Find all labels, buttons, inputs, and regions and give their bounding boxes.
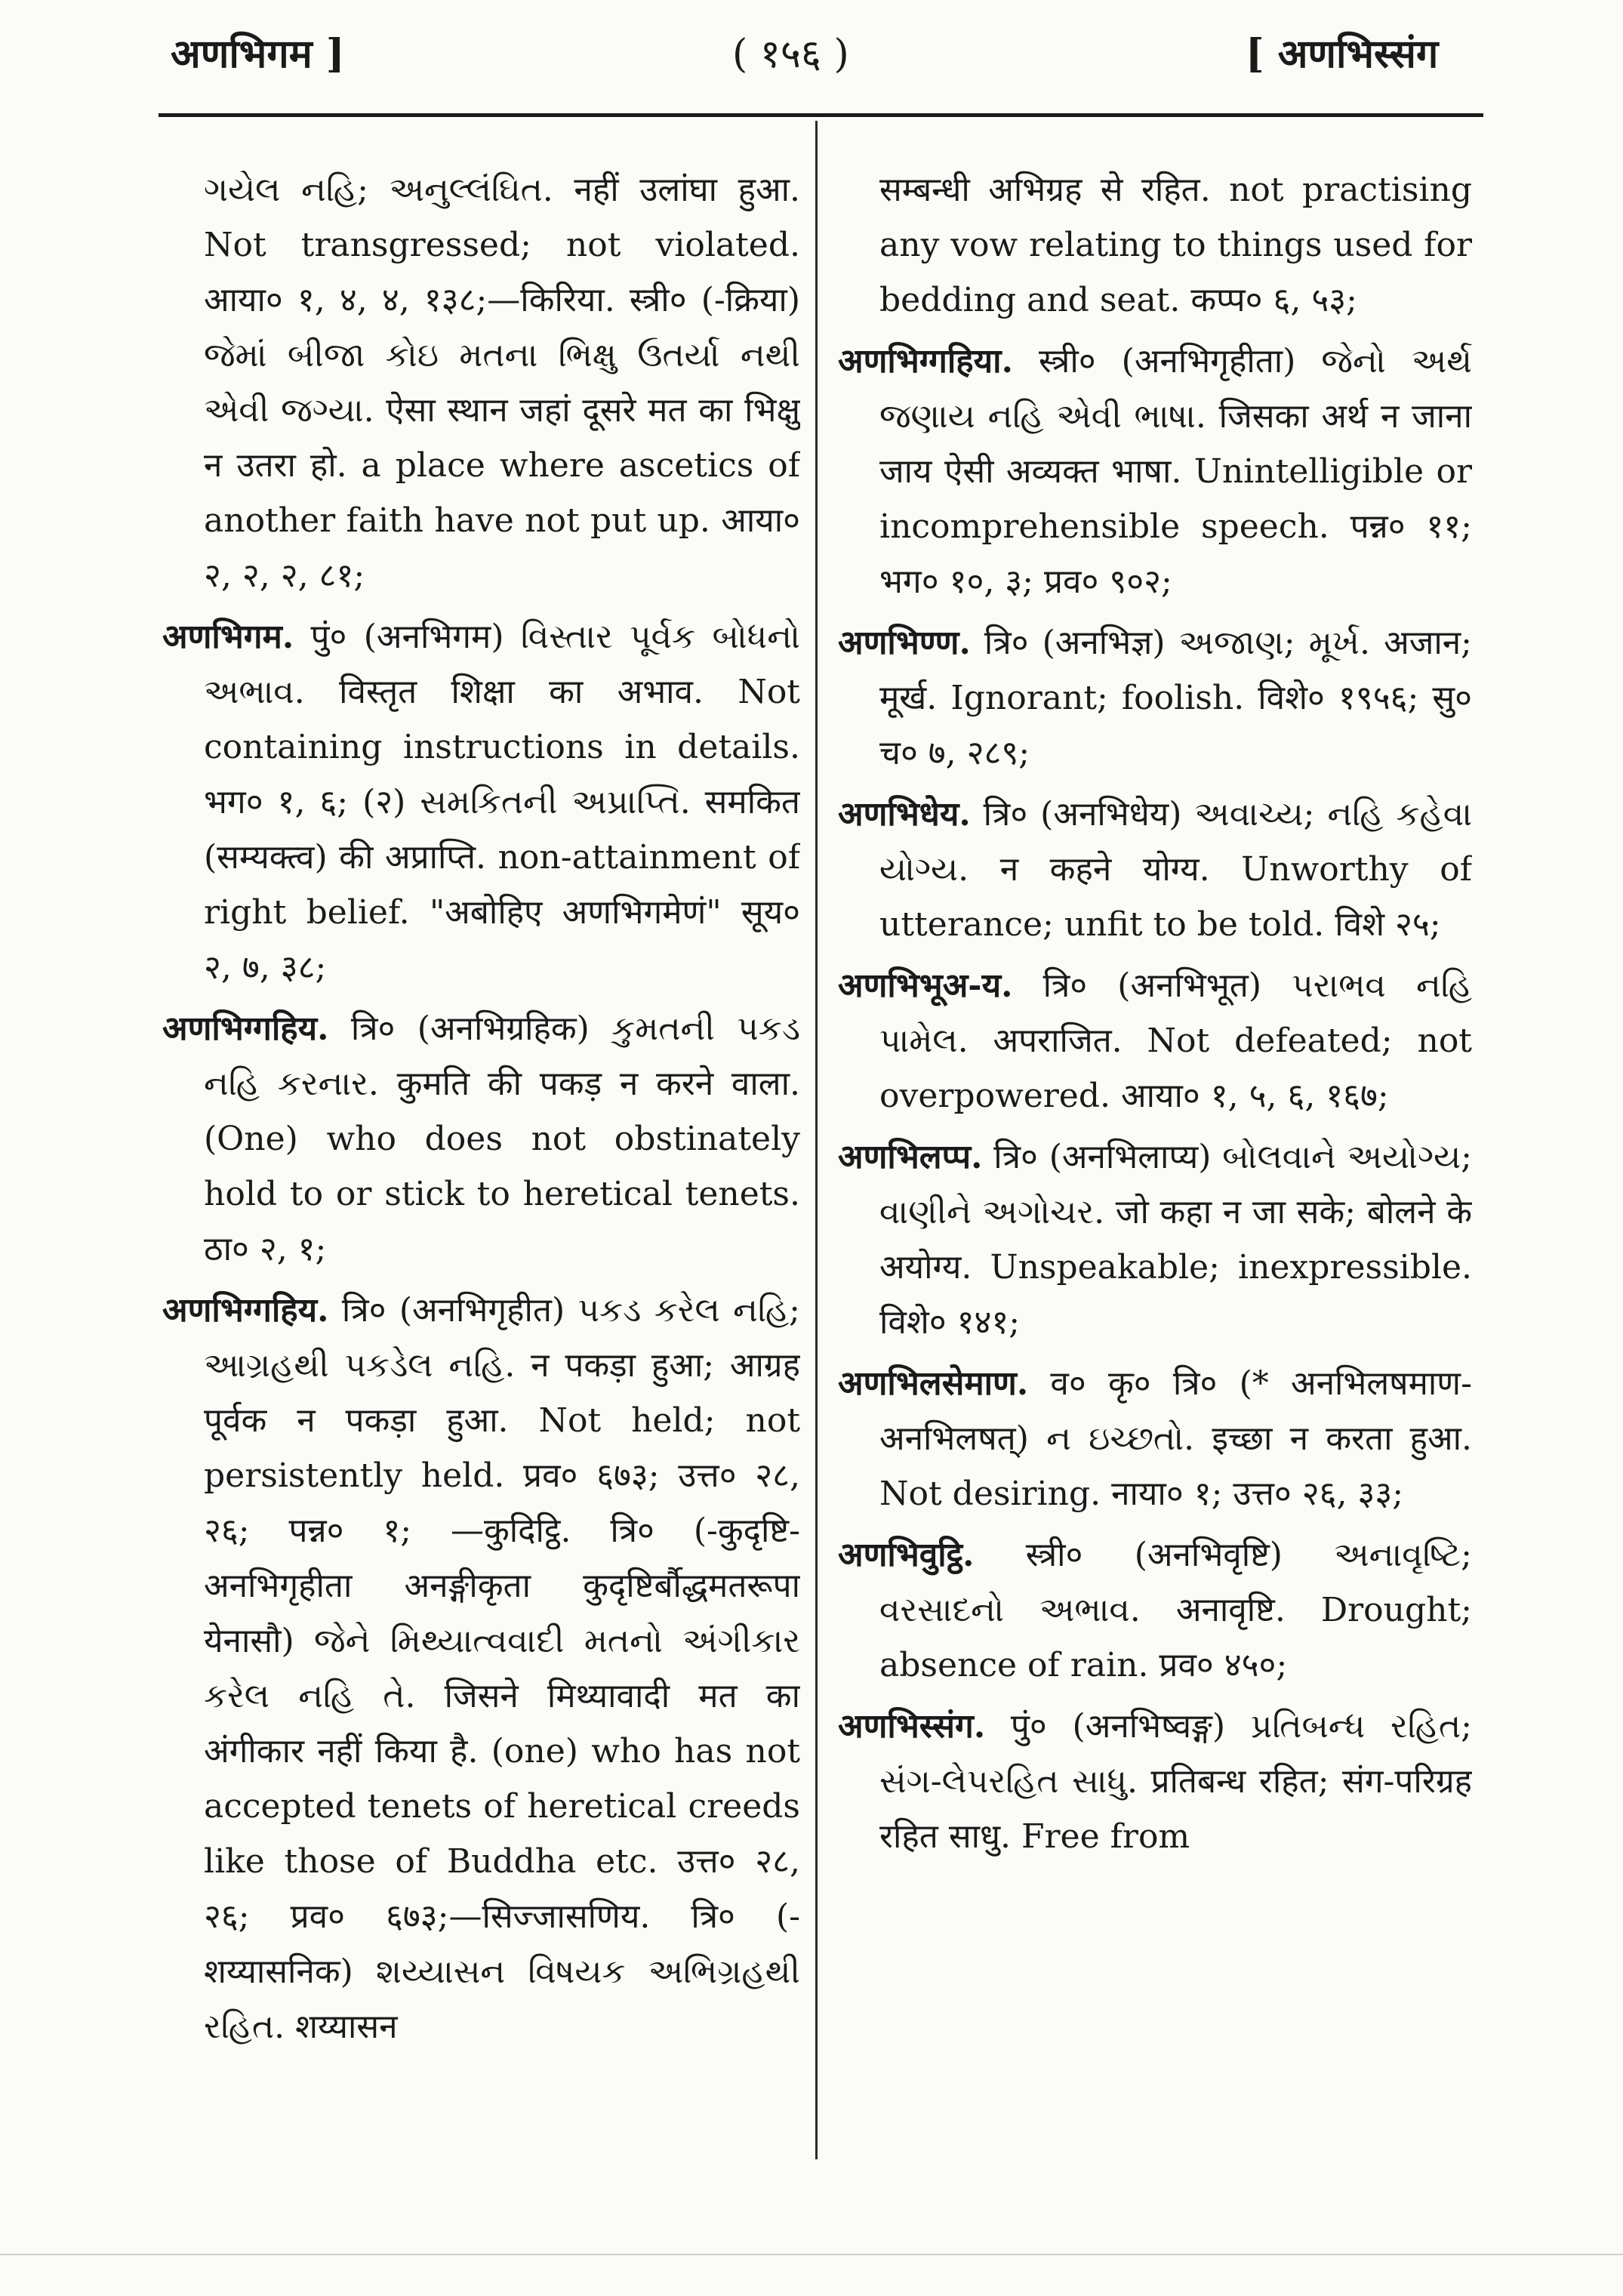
dictionary-entry (838, 162, 1472, 328)
page-bottom-edge (0, 2254, 1623, 2255)
entry-headword: अणभिगम. (162, 618, 294, 656)
entry-body: त्रि० (अनभिधेय) અવાચ્ય; નહિ કહેવા યોગ્ય. न कहने योग्य. Unworthy of utterance; unfit to be told. विशे २५; (879, 795, 1472, 944)
entry-headword: अणभिण्ण. (838, 624, 971, 662)
entry-body: पुं० (अनभिष्वङ्ग) પ્રતિબન્ધ રહિત; સંગ-લેપરહિત સાધુ. प्रतिबन्ध रहित; संग-परिग्रह रहित साधु. Free from (879, 1707, 1472, 1856)
dictionary-entry (838, 334, 1472, 609)
entry-body: त्रि० (अनभिग्रहिक) કુમતની પકડ નહિ કરનાર. कुमति की पकड़ न करने वाला. (One) who does not obstinately hold to or stick to heretical tenets. ठा० २, १; (204, 1009, 800, 1268)
column-divider (815, 121, 818, 2159)
running-head-left: अणभिगम ] (171, 31, 345, 77)
dictionary-entry (838, 958, 1472, 1123)
dictionary-entry (838, 787, 1472, 952)
entry-body: स्त्री० (अनभिगृहीता) જેનો અર્થ જણાય નહિ એવી ભાષા. जिसका अर्थ न जाना जाय ऐसी अव्यक्त भाषा. Unintelligible or incomprehensible speech. पन्न० ११; भग० १०, ३; प्रव० ९०२; (879, 342, 1472, 601)
entry-headword: अणभिभूअ-य. (838, 966, 1013, 1005)
dictionary-entry (162, 1283, 800, 2054)
dictionary-entry (162, 609, 800, 995)
entry-headword: अणभिधेय. (838, 795, 971, 834)
entry-body: त्रि० (अनभिलाप्य) બોલવાને અયોગ્ય; વાણીને અગોચર. जो कहा न जा सके; बोलने के अयोग्य. Unspeakable; inexpressible. विशे० १४१; (879, 1138, 1472, 1342)
dictionary-entry (838, 1527, 1472, 1693)
entry-body: त्रि० (अनभिज्ञ) અજાણ; મૂર્ખ. अजान; मूर्ख. Ignorant; foolish. विशे० १९५६; सु० च० ७, २८९; (879, 624, 1472, 772)
dictionary-entry (838, 1130, 1472, 1350)
entry-body: ગયેલ નહિ; અનુલ્લંઘિત. नहीं उलांघा हुआ. Not transgressed; not violated. आया० १, ४, ४, १३८;—किरिया. स्त्री० (-क्रिया) જેમાં બીજા કોઇ મતના ભિક્ષુ ઉતર્યા નથી એવી જગ્યા. ऐसा स्थान जहां दूसरे मत का भिक्षु न उतरा हो. a place where ascetics of another faith have not put up. आया० २, २, २, ८१; (204, 171, 800, 595)
dictionary-entry (162, 1001, 800, 1277)
page-header (0, 26, 1623, 94)
entry-body: त्रि० (अनभिगृहीत) પકડ કરેલ નહિ; આગ્રહથી પકડેલ નહિ. न पकड़ा हुआ; आग्रह पूर्वक न पकड़ा हुआ. Not held; not persistently held. प्रव० ६७३; उत्त० २८, २६; पन्न० १; —कुदिट्ठि. त्रि० (-कुदृष्टि-अनभिगृहीता अनङ्गीकृता कुदृष्टिर्बौद्धमतरूपा येनासौ) જેને મિથ્યાત્વવાદી મતનો અંગીકાર કરેલ નહિ તે. जिसने मिथ्यावादी मत का अंगीकार नहीं किया है. (one) who has not accepted tenets of heretical creeds like those of Buddha etc. उत्त० २८, २६; प्रव० ६७३;—सिज्जासणिय. त्रि० (-शय्यासनिक) શય્યાસન વિષયક અભિગ્રહથી રહિત. शय्यासन (204, 1291, 800, 2046)
dictionary-entry (838, 1356, 1472, 1521)
entry-headword: अणभिस्संग. (838, 1707, 986, 1746)
entry-headword: अणभिलप्प. (838, 1138, 983, 1176)
left-column (162, 162, 800, 2156)
header-rule (159, 113, 1483, 117)
dictionary-entry (838, 1699, 1472, 1864)
entry-body: पुं० (अनभिगम) વિસ્તાર પૂર્વક બોધનો અભાવ. विस्तृत शिक्षा का अभाव. Not containing instructions in details. भग० १, ६; (२) સમકિતની અપ્રાપ્તિ. समकित (सम्यक्त्व) की अप्राप्ति. non-attainment of right belief. "अबोहिए अणभिगमेणं" सूय० २, ७, ३८; (204, 618, 800, 987)
entry-body: त्रि० (अनभिभूत) પરાભવ નહિ પામેલ. अपराजित. Not defeated; not overpowered. आया० १, ५, ६, १६७; (879, 966, 1472, 1115)
right-column (838, 162, 1472, 2156)
entry-body: व० कृ० त्रि० (* अनभिलषमाण-अनभिलषत्) ન ઇચ્છતો. इच्छा न करता हुआ. Not desiring. नाया० १; उत्त० २६, ३३; (879, 1364, 1472, 1513)
dictionary-entry (838, 615, 1472, 781)
page-number: ( १५६ ) (732, 32, 849, 77)
entry-headword: अणभिग्गहिया. (838, 342, 1013, 381)
entry-headword: अणभिलसेमाण. (838, 1364, 1029, 1403)
entry-body: स्त्री० (अनभिवृष्टि) અનાવૃષ્ટિ; વરસાદનો અભાવ. अनावृष्टि. Drought; absence of rain. प्रव० ४५०; (879, 1536, 1472, 1684)
entry-body: सम्बन्धी अभिग्रह से रहित. not practising any vow relating to things used for bedding and seat. कप्प० ६, ५३; (879, 171, 1472, 319)
entry-headword: अणभिग्गहिय. (162, 1291, 329, 1330)
entry-headword: अणभिवुट्ठि. (838, 1536, 975, 1574)
entry-headword: अणभिग्गहिय. (162, 1009, 329, 1048)
dictionary-entry (162, 162, 800, 603)
running-head-right: [ अणभिस्संग (1246, 31, 1439, 77)
